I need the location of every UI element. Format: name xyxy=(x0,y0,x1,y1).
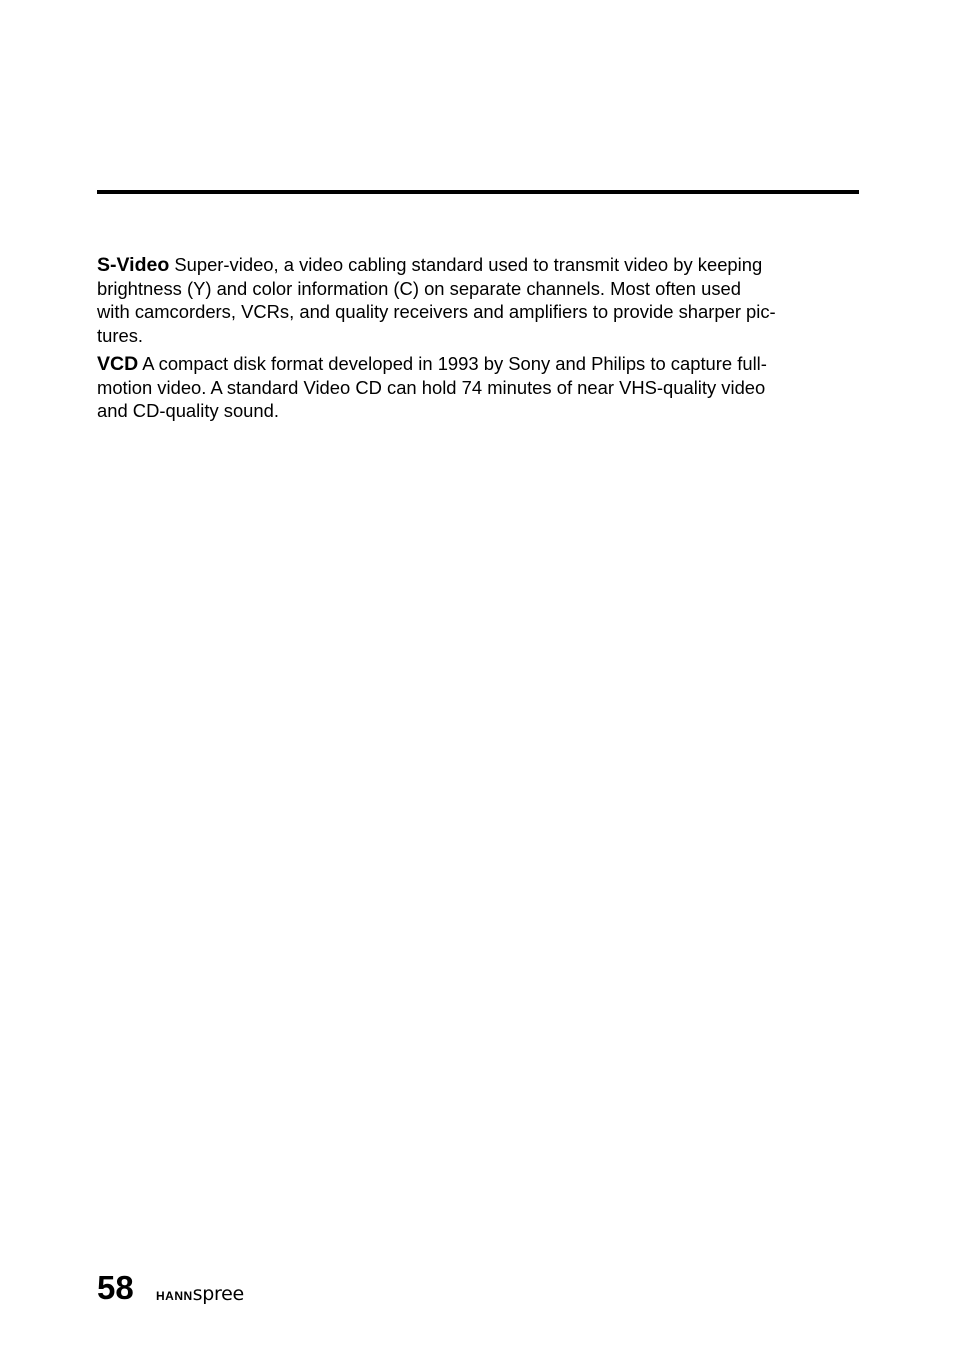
glossary-entry-s-video xyxy=(97,253,859,347)
glossary-line: with camcorders, VCRs, and quality receivers and amplifiers to provide sharper pic- xyxy=(97,301,776,323)
glossary-line: brightness (Y) and color information (C) on separate channels. Most often used xyxy=(97,278,742,300)
glossary-definition-text: A compact disk format developed in 1993 by Sony and Philips to capture full- xyxy=(138,352,767,374)
glossary-line: motion video. A standard Video CD can hold 74 minutes of near VHS-quality video xyxy=(97,377,766,399)
glossary-line xyxy=(97,352,859,376)
page-number: 58 xyxy=(97,1269,134,1306)
glossary-term: VCD xyxy=(97,352,139,375)
brand-logo xyxy=(156,1282,244,1308)
brand-logo-bold: HANN xyxy=(156,1289,193,1303)
glossary-term: S-Video xyxy=(97,254,170,276)
glossary-entry-vcd xyxy=(97,352,859,423)
brand-logo-light: spree xyxy=(192,1283,244,1305)
glossary-definition-text: Super-video, a video cabling standard used to transmit video by keeping xyxy=(169,254,763,275)
glossary-line: tures. xyxy=(97,324,143,346)
glossary-line xyxy=(97,253,859,277)
header-rule xyxy=(97,190,859,194)
glossary-content xyxy=(97,253,859,427)
glossary-line: and CD-quality sound. xyxy=(97,400,279,422)
